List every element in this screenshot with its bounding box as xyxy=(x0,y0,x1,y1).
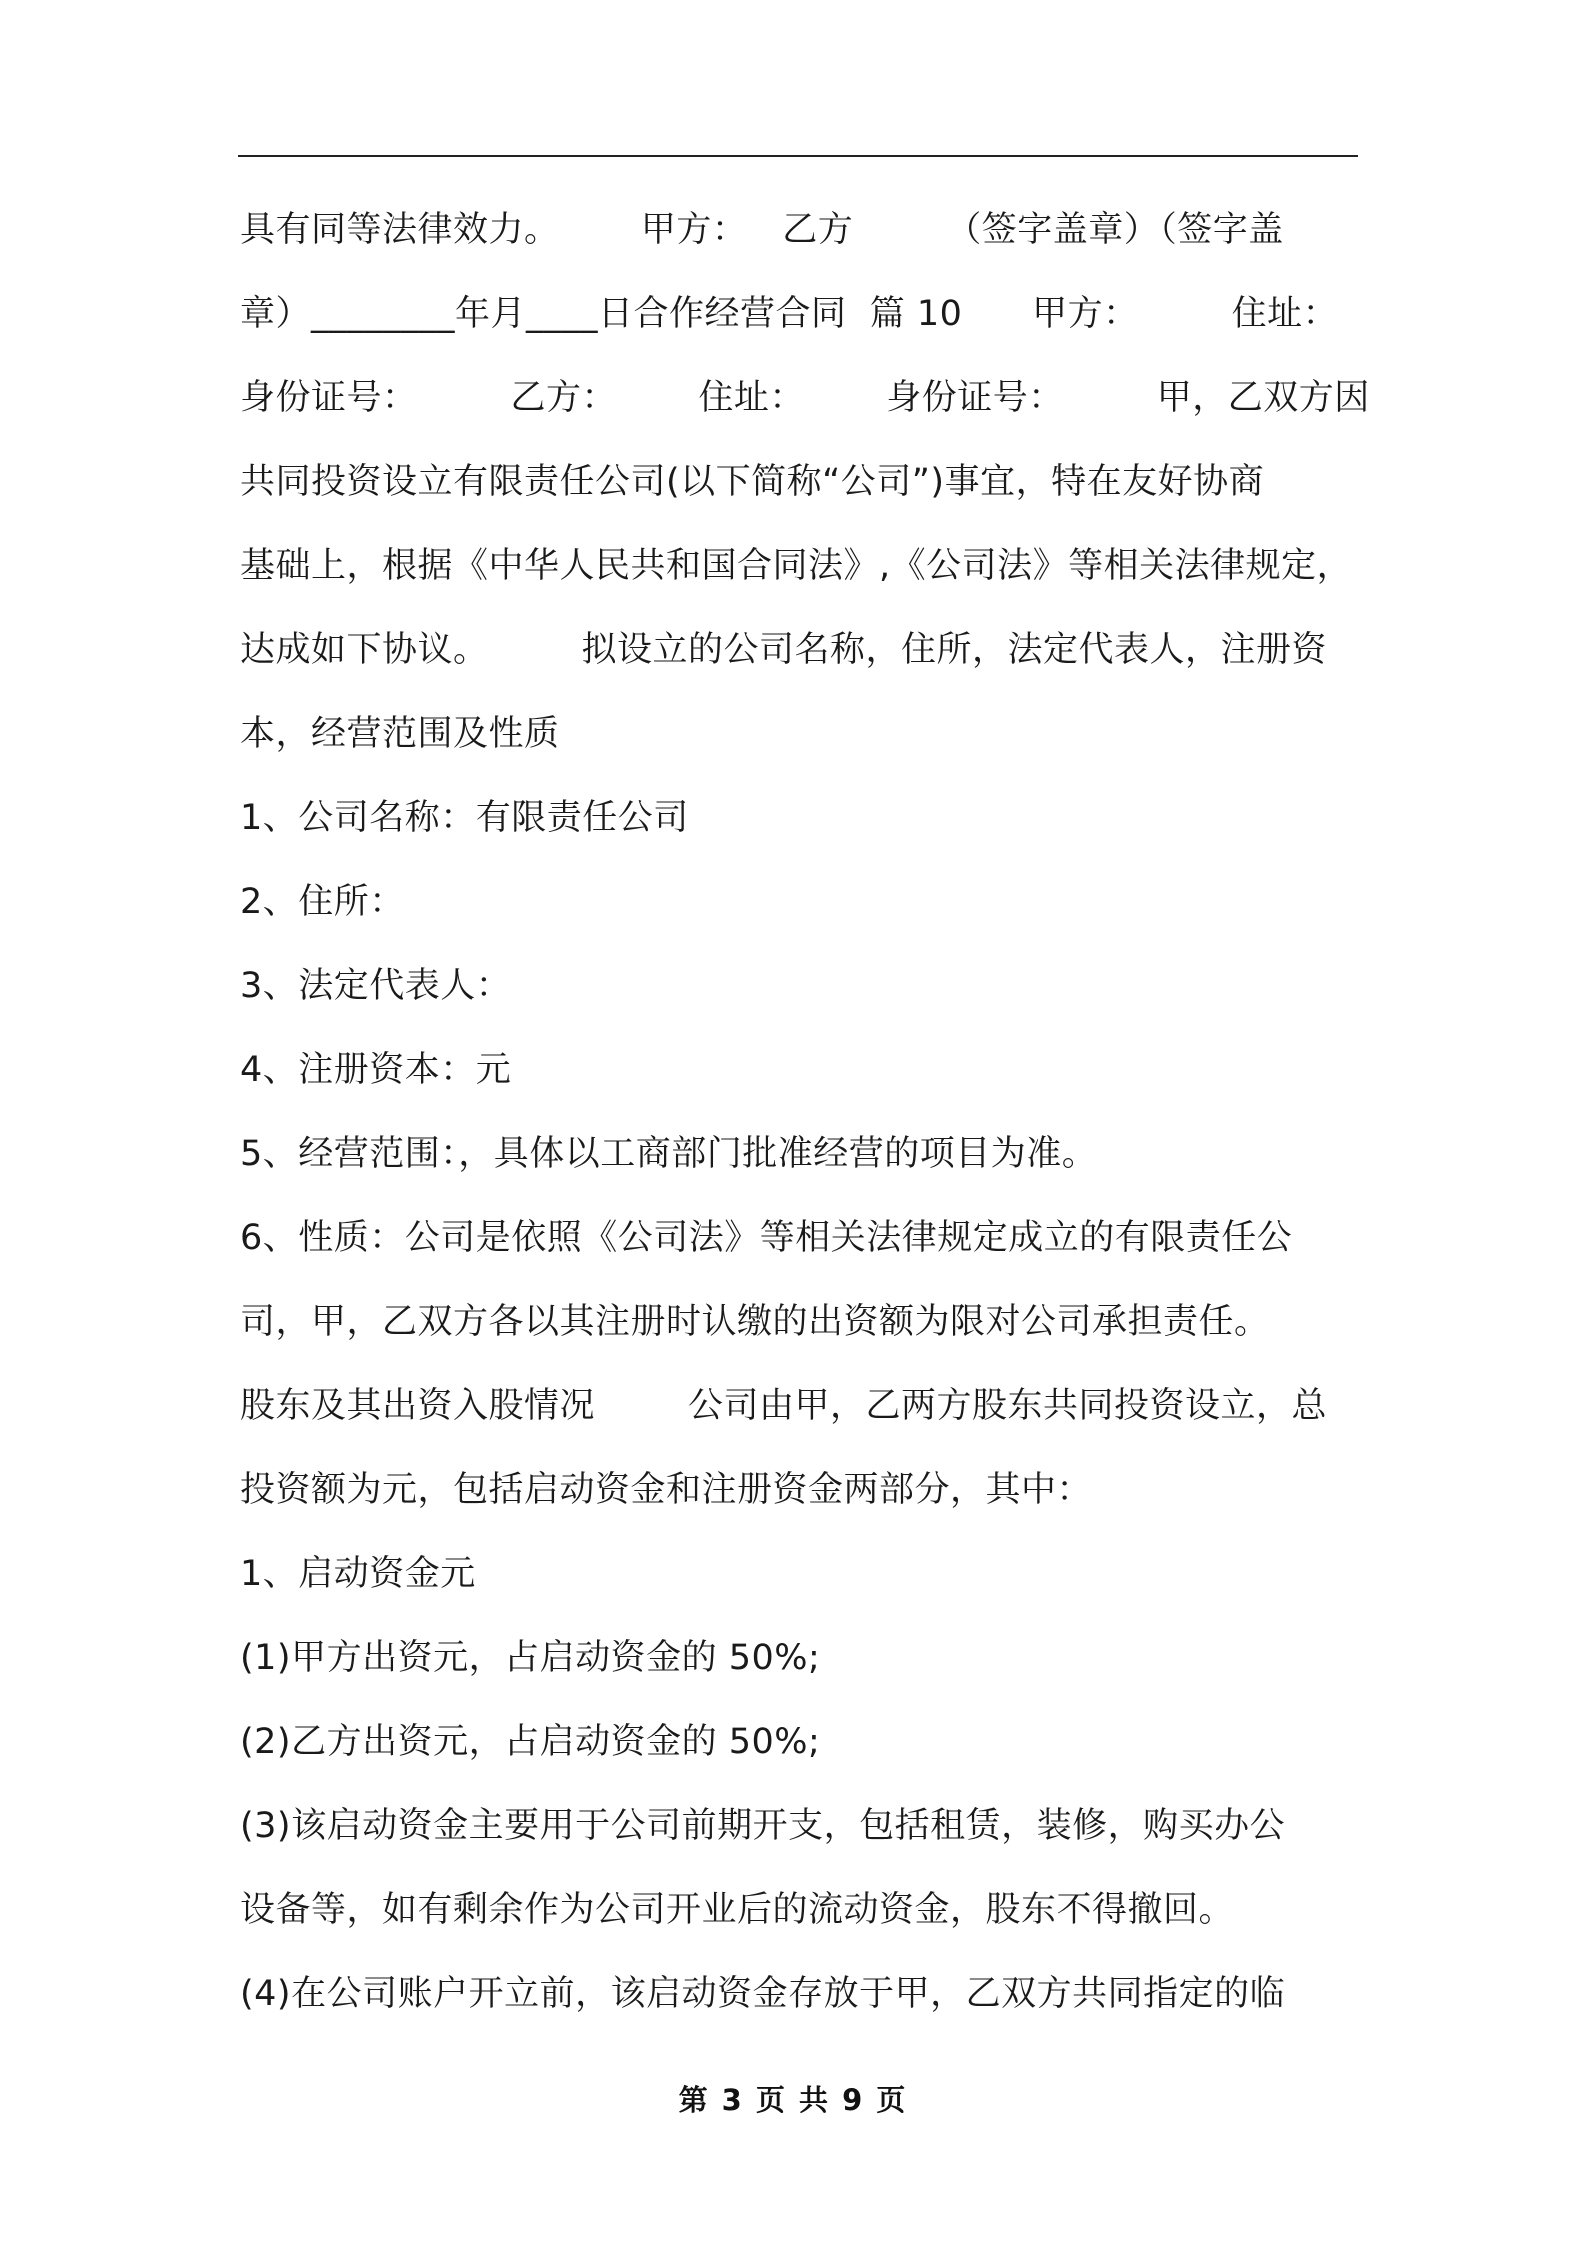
body-line: 身份证号： 乙方： 住址： 身份证号： 甲，乙双方因 xyxy=(240,378,1370,418)
body-line: 5、经营范围：，具体以工商部门批准经营的项目为准。 xyxy=(240,1134,1098,1174)
body-line: 1、启动资金元 xyxy=(240,1554,476,1594)
body-line: 司，甲，乙双方各以其注册时认缴的出资额为限对公司承担责任。 xyxy=(240,1302,1270,1342)
body-line: 2、住所： xyxy=(240,882,405,922)
body-line: 投资额为元，包括启动资金和注册资金两部分，其中： xyxy=(240,1470,1093,1510)
body-line: (3)该启动资金主要用于公司前期开支，包括租赁，装修，购买办公 xyxy=(240,1806,1286,1846)
header-rule xyxy=(238,155,1358,157)
document-body xyxy=(240,188,1370,2036)
body-line: 6、性质：公司是依照《公司法》等相关法律规定成立的有限责任公 xyxy=(240,1218,1293,1258)
body-line: 设备等，如有剩余作为公司开业后的流动资金，股东不得撤回。 xyxy=(240,1890,1235,1930)
body-line: 4、注册资本：元 xyxy=(240,1050,512,1090)
body-line: (1)甲方出资元，占启动资金的 50%; xyxy=(240,1638,821,1678)
body-line: (2)乙方出资元，占启动资金的 50%; xyxy=(240,1722,821,1762)
body-line: 本，经营范围及性质 xyxy=(240,714,560,754)
body-line: 1、公司名称：有限责任公司 xyxy=(240,798,689,838)
body-line: (4)在公司账户开立前，该启动资金存放于甲，乙双方共同指定的临 xyxy=(240,1974,1286,2014)
body-line: 3、法定代表人： xyxy=(240,966,512,1006)
page-number: 第 3 页 共 9 页 xyxy=(678,2083,908,2117)
body-line: 章）________年月____日合作经营合同 篇 10 甲方： 住址： xyxy=(240,294,1339,334)
body-line: 达成如下协议。 拟设立的公司名称，住所，法定代表人，注册资 xyxy=(240,630,1328,670)
body-line: 共同投资设立有限责任公司(以下简称“公司”)事宜，特在友好协商 xyxy=(240,462,1265,502)
body-line: 股东及其出资入股情况 公司由甲，乙两方股东共同投资设立，总 xyxy=(240,1386,1328,1426)
body-line: 具有同等法律效力。 甲方： 乙方 （签字盖章）（签字盖 xyxy=(240,210,1284,250)
body-line: 基础上，根据《中华人民共和国合同法》,《公司法》等相关法律规定， xyxy=(240,546,1353,586)
